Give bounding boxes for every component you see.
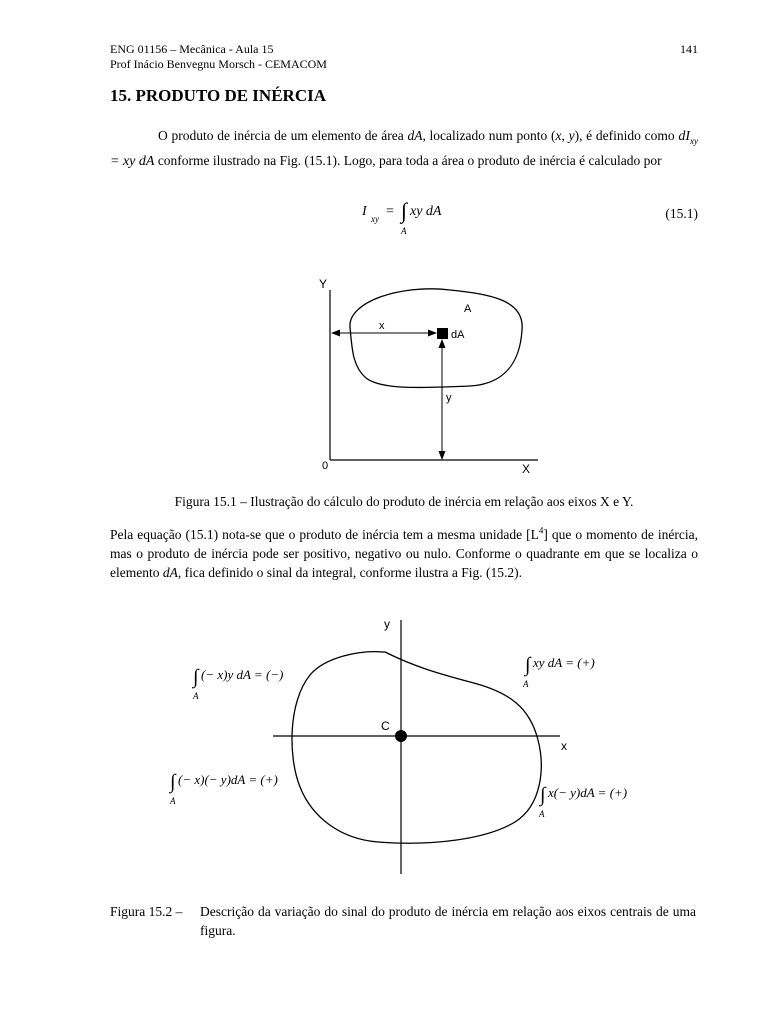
figure-15-1 xyxy=(300,272,550,477)
svg-text:(− x)(− y)dA = (+): (− x)(− y)dA = (+) xyxy=(178,772,278,787)
header-course: ENG 01156 – Mecânica - Aula 15 xyxy=(110,42,274,56)
svg-text:(− x)y dA = (−): (− x)y dA = (−) xyxy=(201,667,284,682)
integral-quadrant-2 xyxy=(191,666,283,701)
x-arrow-left xyxy=(331,330,340,337)
header-professor: Prof Inácio Benvegnu Morsch - CEMACOM xyxy=(110,57,327,71)
paragraph-definition: O produto de inércia de um elemento de área dA, localizado num ponto (x, y), é definido como $dI_{xy}$ = xy dA conforme ilustrado na Fig. (15.1). Logo, para toda a área o produto de inércia é calculado por xyxy=(110,128,699,169)
label-dA: dA xyxy=(451,329,465,341)
section-title: 15. PRODUTO DE INÉRCIA xyxy=(110,86,326,105)
page-number: 141 xyxy=(680,42,698,56)
svg-text:A: A xyxy=(523,679,529,689)
figure-15-2-caption xyxy=(110,902,698,940)
caption-label: Figura 15.2 – xyxy=(110,904,183,919)
svg-text:x(− y)dA = (+): x(− y)dA = (+) xyxy=(548,785,628,800)
integral-quadrant-3 xyxy=(168,771,278,806)
label-y: y xyxy=(384,617,390,631)
caption-text: Descrição da variação do sinal do produto de inércia em relação aos eixos centrais de uma figura. xyxy=(200,904,696,938)
cross-section-shape xyxy=(292,652,541,844)
equation-number: (15.1) xyxy=(665,206,698,221)
svg-text:A: A xyxy=(193,691,199,701)
label-Y: Y xyxy=(319,277,328,291)
equation-15-1: I xy = ∫ xy dA A xyxy=(362,198,442,236)
figure-15-1-caption: Figura 15.1 – Ilustração do cálculo do produto de inércia em relação aos eixos X e Y. xyxy=(174,494,634,509)
area-shape xyxy=(350,289,522,388)
integral-sign: ∫ xyxy=(193,666,199,688)
svg-text:xy dA = (+): xy dA = (+) xyxy=(533,655,595,670)
svg-text:A: A xyxy=(539,809,545,819)
y-arrow-bottom xyxy=(439,451,446,460)
label-y: y xyxy=(446,392,452,404)
integral-quadrant-4 xyxy=(538,784,627,819)
y-arrow-top xyxy=(439,339,446,348)
svg-text:A: A xyxy=(170,796,176,806)
label-A: A xyxy=(464,303,472,315)
label-x: x xyxy=(561,739,567,753)
integral-sign: ∫ xyxy=(401,198,408,223)
label-x: x xyxy=(379,320,385,332)
label-origin: 0 xyxy=(322,460,329,472)
integral-sign: ∫ xyxy=(525,654,531,676)
figure-15-2 xyxy=(160,612,628,880)
centroid-point xyxy=(395,730,407,742)
area-element-square xyxy=(437,328,448,339)
inline-equation: $dI_{xy}$ = xy dA xyxy=(110,129,699,169)
integral-quadrant-1 xyxy=(522,654,595,689)
label-C: C xyxy=(381,719,390,733)
integral-sign: ∫ xyxy=(170,771,176,793)
x-arrow-right xyxy=(428,330,437,337)
label-X: X xyxy=(522,462,531,476)
integral-sign: ∫ xyxy=(540,784,546,806)
paragraph-sign: Pela equação (15.1) nota-se que o produto de inércia tem a mesma unidade $[L^4]$ que o momento de inércia, mas o produto de inércia pode ser positivo, negativo ou nulo. Conforme o quadrante em que se localiza o elemento dA, fica definido o sinal da integral, conforme ilustra a Fig. (15.2). xyxy=(110,525,699,580)
